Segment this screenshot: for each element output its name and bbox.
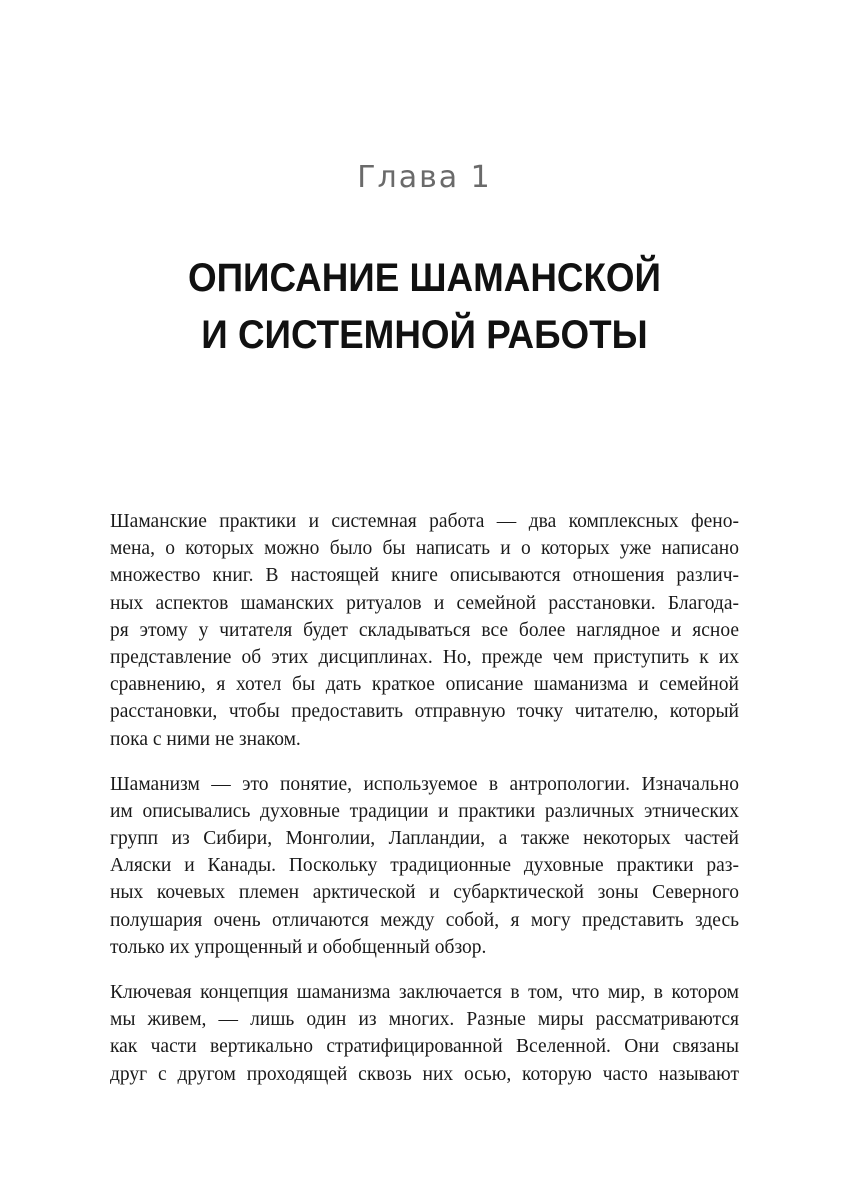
paragraph-3 (110, 979, 739, 1088)
text-line: Аляски и Канады. Поскольку традиционные духовные практики раз- (110, 855, 739, 877)
chapter-title-line-1: ОПИСАНИЕ ШАМАНСКОЙ (187, 256, 662, 300)
text-line: пока с ними не знаком. (110, 728, 301, 750)
text-line: ных кочевых племен арктической и субарктической зоны Северного (110, 882, 739, 904)
text-line: только их упрощенный и обобщенный обзор. (110, 936, 487, 958)
text-line: Ключевая концепция шаманизма заключается в том, что мир, в котором (110, 982, 739, 1003)
chapter-title (34, 250, 815, 364)
text-line: Шаманизм — это понятие, используемое в антропологии. Изначально (110, 773, 739, 795)
chapter-label: Глава 1 (357, 160, 492, 195)
text-line: им описывались духовные традиции и практики различных этнических (110, 800, 739, 822)
body-text (110, 508, 739, 1106)
text-line: Шаманские практики и системная работа — два комплексных фено- (110, 511, 739, 532)
text-line: представление об этих дисциплинах. Но, прежде чем приступить к их (110, 646, 739, 668)
text-line: сравнению, я хотел бы дать краткое описание шаманизма и семейной (110, 674, 739, 696)
paragraph-2 (110, 771, 739, 961)
text-line: мы живем, — лишь один из многих. Разные миры рассматриваются (110, 1009, 739, 1031)
paragraph-1 (110, 508, 739, 753)
text-line: мена, о которых можно было бы написать и о которых уже написано (110, 538, 739, 560)
chapter-title-line-2: И СИСТЕМНОЙ РАБОТЫ (201, 313, 648, 357)
text-line: расстановки, чтобы предоставить отправную точку читателю, который (110, 701, 739, 723)
text-line: как части вертикально стратифицированной Вселенной. Они связаны (110, 1036, 739, 1058)
text-line: групп из Сибири, Монголии, Лапландии, а также некоторых частей (110, 828, 739, 850)
text-line: ных аспектов шаманских ритуалов и семейной расстановки. Благода- (110, 592, 739, 614)
text-line: друг с другом проходящей сквозь них осью, которую часто называют (110, 1063, 739, 1085)
text-line: полушария очень отличаются между собой, я могу представить здесь (110, 909, 739, 931)
text-line: множество книг. В настоящей книге описываются отношения различ- (110, 565, 739, 587)
text-line: ря этому у читателя будет складываться все более наглядное и ясное (110, 619, 739, 641)
